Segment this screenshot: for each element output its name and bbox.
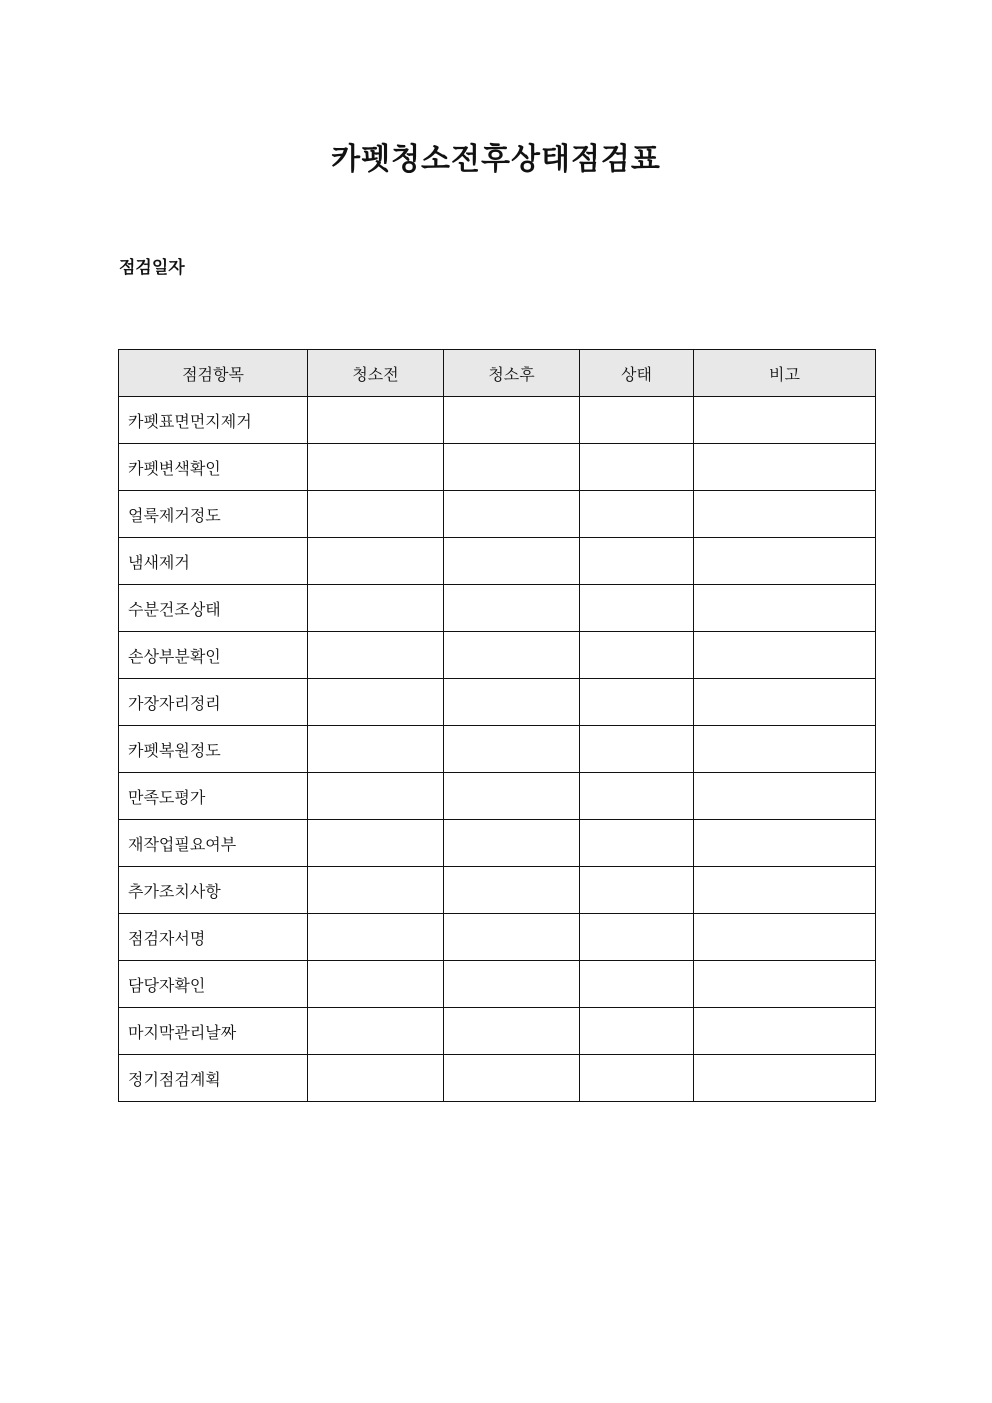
item-label: 담당자확인 (119, 961, 308, 1008)
status-cell[interactable] (580, 538, 694, 585)
status-cell[interactable] (580, 491, 694, 538)
remarks-cell[interactable] (694, 1008, 876, 1055)
after-cleaning-cell[interactable] (444, 820, 580, 867)
after-cleaning-cell[interactable] (444, 1055, 580, 1102)
header-remarks: 비고 (694, 350, 876, 397)
remarks-cell[interactable] (694, 867, 876, 914)
header-status: 상태 (580, 350, 694, 397)
table-row (119, 491, 876, 538)
table-row (119, 1055, 876, 1102)
remarks-cell[interactable] (694, 961, 876, 1008)
item-label: 손상부분확인 (119, 632, 308, 679)
after-cleaning-cell[interactable] (444, 914, 580, 961)
status-cell[interactable] (580, 1055, 694, 1102)
remarks-cell[interactable] (694, 726, 876, 773)
table-row (119, 914, 876, 961)
table-row (119, 632, 876, 679)
item-label: 얼룩제거정도 (119, 491, 308, 538)
item-label: 재작업필요여부 (119, 820, 308, 867)
before-cleaning-cell[interactable] (308, 961, 444, 1008)
remarks-cell[interactable] (694, 632, 876, 679)
status-cell[interactable] (580, 585, 694, 632)
checklist-table (118, 349, 876, 1102)
table-row (119, 585, 876, 632)
item-label: 카펫변색확인 (119, 444, 308, 491)
remarks-cell[interactable] (694, 491, 876, 538)
status-cell[interactable] (580, 444, 694, 491)
table-row (119, 538, 876, 585)
after-cleaning-cell[interactable] (444, 444, 580, 491)
after-cleaning-cell[interactable] (444, 867, 580, 914)
header-item: 점검항목 (119, 350, 308, 397)
after-cleaning-cell[interactable] (444, 538, 580, 585)
before-cleaning-cell[interactable] (308, 397, 444, 444)
after-cleaning-cell[interactable] (444, 961, 580, 1008)
table-row (119, 444, 876, 491)
status-cell[interactable] (580, 679, 694, 726)
before-cleaning-cell[interactable] (308, 914, 444, 961)
item-label: 만족도평가 (119, 773, 308, 820)
item-label: 가장자리정리 (119, 679, 308, 726)
before-cleaning-cell[interactable] (308, 585, 444, 632)
remarks-cell[interactable] (694, 820, 876, 867)
status-cell[interactable] (580, 961, 694, 1008)
before-cleaning-cell[interactable] (308, 726, 444, 773)
status-cell[interactable] (580, 1008, 694, 1055)
item-label: 마지막관리날짜 (119, 1008, 308, 1055)
table-row (119, 961, 876, 1008)
after-cleaning-cell[interactable] (444, 726, 580, 773)
remarks-cell[interactable] (694, 773, 876, 820)
before-cleaning-cell[interactable] (308, 773, 444, 820)
before-cleaning-cell[interactable] (308, 1008, 444, 1055)
before-cleaning-cell[interactable] (308, 444, 444, 491)
table-row (119, 397, 876, 444)
page-title: 카펫청소전후상태점검표 (331, 142, 661, 177)
table-row (119, 726, 876, 773)
after-cleaning-cell[interactable] (444, 585, 580, 632)
status-cell[interactable] (580, 914, 694, 961)
header-after-cleaning: 청소후 (444, 350, 580, 397)
after-cleaning-cell[interactable] (444, 773, 580, 820)
status-cell[interactable] (580, 632, 694, 679)
remarks-cell[interactable] (694, 1055, 876, 1102)
item-label: 추가조치사항 (119, 867, 308, 914)
table-row (119, 679, 876, 726)
remarks-cell[interactable] (694, 538, 876, 585)
status-cell[interactable] (580, 726, 694, 773)
table-header-row (119, 350, 876, 397)
status-cell[interactable] (580, 397, 694, 444)
header-before-cleaning: 청소전 (308, 350, 444, 397)
remarks-cell[interactable] (694, 914, 876, 961)
before-cleaning-cell[interactable] (308, 632, 444, 679)
after-cleaning-cell[interactable] (444, 1008, 580, 1055)
before-cleaning-cell[interactable] (308, 491, 444, 538)
remarks-cell[interactable] (694, 585, 876, 632)
remarks-cell[interactable] (694, 679, 876, 726)
status-cell[interactable] (580, 867, 694, 914)
item-label: 냄새제거 (119, 538, 308, 585)
before-cleaning-cell[interactable] (308, 820, 444, 867)
status-cell[interactable] (580, 820, 694, 867)
item-label: 수분건조상태 (119, 585, 308, 632)
status-cell[interactable] (580, 773, 694, 820)
inspection-date-label: 점검일자 (119, 258, 185, 278)
table-row (119, 1008, 876, 1055)
item-label: 카펫표면먼지제거 (119, 397, 308, 444)
before-cleaning-cell[interactable] (308, 538, 444, 585)
remarks-cell[interactable] (694, 397, 876, 444)
after-cleaning-cell[interactable] (444, 679, 580, 726)
before-cleaning-cell[interactable] (308, 679, 444, 726)
table-row (119, 867, 876, 914)
remarks-cell[interactable] (694, 444, 876, 491)
before-cleaning-cell[interactable] (308, 867, 444, 914)
table-row (119, 773, 876, 820)
before-cleaning-cell[interactable] (308, 1055, 444, 1102)
after-cleaning-cell[interactable] (444, 397, 580, 444)
table-row (119, 820, 876, 867)
item-label: 점검자서명 (119, 914, 308, 961)
after-cleaning-cell[interactable] (444, 632, 580, 679)
item-label: 정기점검계획 (119, 1055, 308, 1102)
after-cleaning-cell[interactable] (444, 491, 580, 538)
item-label: 카펫복원정도 (119, 726, 308, 773)
